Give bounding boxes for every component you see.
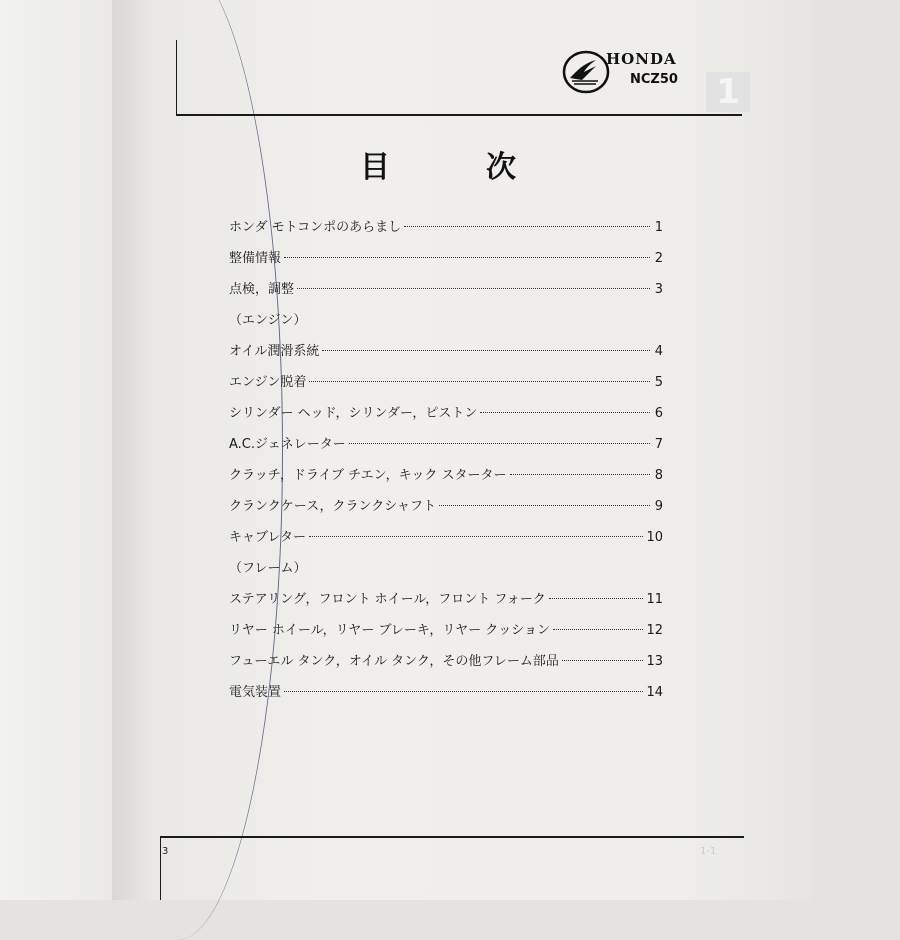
toc-section-heading — [229, 557, 663, 588]
toc-entry-label: キャブレター — [229, 530, 306, 545]
toc-section-heading — [229, 309, 663, 340]
toc-entry-label: フューエル タンク，オイル タンク，その他フレーム部品 — [229, 654, 559, 669]
toc-entry-page: 2 — [654, 251, 663, 266]
toc-entry — [229, 681, 663, 712]
toc-entry-label: 電気装置 — [229, 685, 282, 700]
toc-entry-label: オイル潤滑系統 — [229, 344, 320, 359]
toc-entry-page: 6 — [654, 406, 663, 421]
toc-leader — [404, 226, 650, 227]
toc-leader — [284, 691, 643, 692]
toc-leader — [349, 443, 650, 444]
brand-name: HONDA — [606, 50, 677, 68]
toc-entry-page: 4 — [654, 344, 663, 359]
toc-entry-label: エンジン脱着 — [229, 375, 307, 390]
toc-entry — [229, 247, 663, 278]
toc-section-label: （エンジン） — [229, 313, 307, 328]
table-of-contents — [229, 216, 663, 712]
toc-entry-label: クランクケース，クランクシャフト — [229, 499, 436, 514]
toc-leader — [480, 412, 650, 413]
toc-leader — [439, 505, 650, 506]
toc-leader — [297, 288, 650, 289]
toc-entry-page: 11 — [646, 592, 663, 607]
toc-entry-page: 14 — [646, 685, 663, 700]
page-title-left: 目 — [360, 150, 390, 185]
footer-rule — [160, 836, 744, 838]
toc-entry — [229, 619, 663, 650]
bleed-through-text: 1-1 — [700, 846, 717, 857]
toc-entry — [229, 433, 663, 464]
toc-leader — [322, 350, 650, 351]
toc-entry-label: リヤー ホイール，リヤー ブレーキ，リヤー クッション — [229, 623, 551, 638]
toc-entry-label: ステアリング，フロント ホイール，フロント フォーク — [229, 592, 546, 607]
toc-entry — [229, 495, 663, 526]
toc-entry-label: ホンダ モトコンポのあらまし — [229, 220, 402, 235]
toc-entry-label: クラッチ，ドライブ チエン，キック スターター — [229, 468, 507, 483]
toc-entry — [229, 216, 663, 247]
toc-entry-label: シリンダー ヘッド，シリンダー，ピストン — [229, 406, 478, 421]
toc-leader — [309, 536, 643, 537]
footer-margin-rule — [160, 836, 161, 900]
toc-entry-page: 1 — [654, 220, 663, 235]
toc-entry-page: 8 — [654, 468, 663, 483]
margin-rule — [176, 40, 177, 116]
toc-entry — [229, 650, 663, 681]
toc-entry-page: 9 — [654, 499, 663, 514]
honda-wing-icon — [562, 50, 610, 94]
toc-entry-page: 3 — [654, 282, 663, 297]
page-title-right: 次 — [486, 150, 516, 185]
toc-leader — [553, 629, 643, 630]
toc-leader — [510, 474, 651, 475]
toc-entry-page: 12 — [646, 623, 663, 638]
toc-entry — [229, 402, 663, 433]
toc-entry — [229, 526, 663, 557]
toc-section-label: （フレーム） — [229, 561, 307, 576]
toc-leader — [562, 660, 644, 661]
toc-entry — [229, 464, 663, 495]
header-rule — [176, 114, 742, 116]
toc-entry-page: 10 — [646, 530, 663, 545]
toc-entry — [229, 278, 663, 309]
page-number: 3 — [162, 846, 169, 857]
toc-leader — [284, 257, 650, 258]
toc-entry-page: 13 — [646, 654, 663, 669]
section-tab: 1 — [706, 72, 750, 112]
model-name: NCZ50 — [630, 72, 678, 87]
toc-leader — [309, 381, 650, 382]
toc-entry-label: A.C.ジェネレーター — [229, 437, 346, 452]
toc-entry-page: 7 — [654, 437, 663, 452]
toc-entry-label: 点検，調整 — [229, 282, 295, 297]
toc-leader — [549, 598, 644, 599]
toc-entry-label: 整備情報 — [229, 251, 282, 266]
toc-entry — [229, 588, 663, 619]
toc-entry — [229, 340, 663, 371]
toc-entry — [229, 371, 663, 402]
toc-entry-page: 5 — [654, 375, 663, 390]
